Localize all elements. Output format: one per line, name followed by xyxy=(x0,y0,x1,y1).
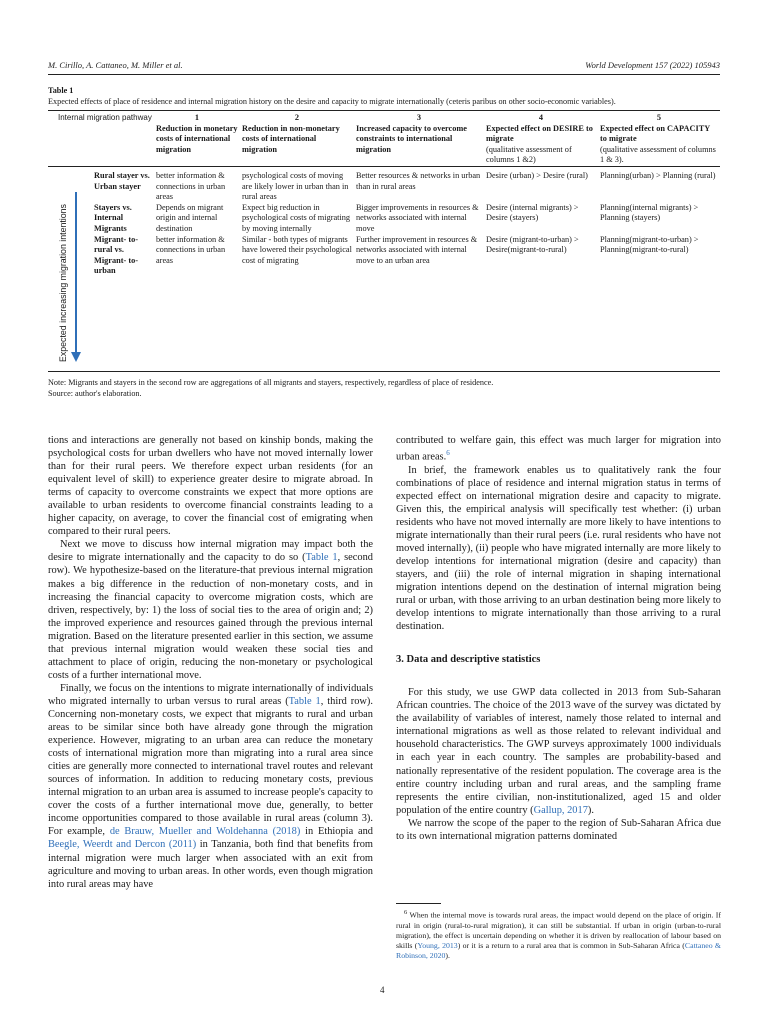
row-1-c1: better information & connections in urban areas xyxy=(156,170,226,202)
table-row xyxy=(48,235,720,277)
arrow-label: Expected increasing migration intentions xyxy=(58,204,68,362)
running-author: M. Cirillo, A. Cattaneo, M. Miller et al. xyxy=(48,60,183,70)
row-2-c3: Bigger improvements in resources & networks associated with internal move xyxy=(356,202,479,233)
table-top-rule xyxy=(48,110,720,111)
paragraph: contributed to welfare gain, this effect was much larger for migration into urban areas.$^6$ xyxy=(396,435,721,463)
paragraph: tions and interactions are generally not based on kinship bonds, making the psychological costs for urban dwellers who have not moved internally lower than for their rural peers. We therefore expect urban residents (for an equivalent level of skill) to experience greater desire to migrate abroad. In terms of capacity to overcome constraints we expect that more options are available to urban residents to overcome financial constraints leading to a higher capacity, on average, to cover the financial cost of emigrating when compared to their rural peers. xyxy=(48,435,373,538)
paragraph: Next we move to discuss how internal migration may impact both the desire to migrate internationally and the capacity to do so (Table 1, second row). We hypothesize-based on the literature-that previous internal migration makes a big difference in the reduction of non-monetary costs, and in increasing the financial capacity to overcome migration costs, which are driven, respectively, by: 1) the loss of social ties to the area of origin and; 2) the improved experience and resources gained through the previous internal migration. Based on the literature presented earlier in this section, we assume that previous internal migration would weaken these social ties and attachment to place of origin, reducing the non-monetary or psychological costs of a further international move. xyxy=(48,539,373,681)
col-number-3: 3 xyxy=(416,113,422,122)
col-header-4-note: (qualitative assessment of columns 1 &2) xyxy=(486,144,572,165)
citation-link[interactable]: Gallup, 2017 xyxy=(533,804,588,816)
row-3-c2: Similar - both types of migrants have lowered their psychological cost of migrating xyxy=(242,234,352,265)
row-3-c5: Planning(migrant-to-urban) > Planning(migrant-to-rural) xyxy=(600,234,699,255)
table-1-link[interactable]: Table 1 xyxy=(305,552,338,564)
col-header-3: Increased capacity to overcome constraints to international migration xyxy=(356,123,467,154)
footnote: $^6$ When the internal move is towards rural areas, the impact would depend on the place of origin. If rural in origin (rural-to-rural migration), it can still be substantial. If urban in origin (urban-to-rural migration), the effect is uncertain depending on whether it is driven by reallocation of labour based on skills (Young, 2013) or it is a return to a rural area that is common in Sub-Saharan Africa (Cattaneo & Robinson, 2020). xyxy=(396,909,722,961)
row-3-c1: better information & connections in urban areas xyxy=(156,234,226,265)
paragraph: We narrow the scope of the paper to the region of Sub-Saharan Africa due to its own international migration patterns dominated xyxy=(396,817,721,842)
paragraph: For this study, we use GWP data collected in 2013 from Sub-Saharan African countries. The choice of the 2013 wave of the survey was dictated by the availability of variables of interest, namely those related to internal and international migrations as well as those related to relevant individual and household characteristics. The GWP surveys approximately 1000 individuals in each year in each country. The samples are probability-based and nationally representative of the resident population. The coverage area is the entire country including urban and rural areas, and the sampling frame represents the entire civilian, non-institutionalized, aged 15 and older population of the entire country (Gallup, 2017). xyxy=(396,687,721,816)
table-number-row xyxy=(48,113,720,124)
row-1-pathway: Rural stayer vs. Urban stayer xyxy=(94,170,150,191)
col-number-4: 4 xyxy=(538,113,544,122)
table-label: Table 1 xyxy=(48,86,74,95)
running-journal: World Development 157 (2022) 105943 xyxy=(585,60,720,70)
table-caption: Expected effects of place of residence and internal migration history on the desire and capacity to migrate internationally (ceteris paribus on other socio-economic variables). xyxy=(48,97,616,106)
row-1-c4: Desire (urban) > Desire (rural) xyxy=(486,170,588,180)
pathway-header: Internal migration pathway xyxy=(58,113,152,122)
table-note: Note: Migrants and stayers in the second row are aggregations of all migrants and stayers, respectively, regardless of place of residence. xyxy=(48,378,494,387)
page-number: 4 xyxy=(380,985,385,995)
arrowhead-icon xyxy=(71,352,81,362)
row-3-c4: Desire (migrant-to-urban) > Desire(migrant-to-rural) xyxy=(486,234,579,255)
col-number-2: 2 xyxy=(294,113,300,122)
row-2-c1: Depends on migrant origin and internal destination xyxy=(156,202,224,233)
paragraph: In brief, the framework enables us to qualitatively rank the four combinations of place of residence and internal migration status in terms of expected effect on international migration desire and capacity to migrate. Given this, the empirical analysis will specifically test whether: (i) urban residents who have not moved internally are more likely to have intentions to migrate internationally than their rural peers (i.e. rural residents who have not moved internally), (ii) people who have migrated internally are more likely to develop intentions for international migration (desire and capacity) than stayers, and (iii) the role of internal migration in shaping international migration intentions depend on the destination of internal migration being rural or urban, with those arriving to an urban destination being more likely to develop intentions to migrate internationally than those arriving to a rural destination. xyxy=(396,464,721,633)
table-1-link[interactable]: Table 1 xyxy=(288,695,321,707)
col-header-4: Expected effect on DESIRE to migrate xyxy=(486,123,593,144)
table-row xyxy=(48,203,720,235)
section-heading: 3. Data and descriptive statistics xyxy=(396,654,541,666)
row-2-pathway: Stayers vs. Internal Migrants xyxy=(94,202,132,233)
row-3-pathway: Migrant- to-rural vs. Migrant- to-urban xyxy=(94,234,139,276)
citation-link[interactable]: Beegle, Weerdt and Dercon (2011) xyxy=(48,839,197,851)
down-arrow-icon xyxy=(75,192,77,352)
citation-link[interactable]: Young, 2013 xyxy=(417,941,458,951)
col-number-5: 5 xyxy=(656,113,662,122)
footnote-number: 6 xyxy=(404,909,408,916)
row-2-c4: Desire (internal migrants) > Desire (stayers) xyxy=(486,202,579,223)
row-2-c5: Planning(internal migrants) > Planning (stayers) xyxy=(600,202,699,223)
table-header-row xyxy=(48,124,720,167)
paragraph: Finally, we focus on the intentions to migrate internationally of individuals who migrated internally to urban versus to rural areas (Table 1, third row). Concerning non-monetary costs, we expect that migrants to rural and urban areas to be similar since both have already gone through the migration experience. However, migrating to an urban area can reduce the monetary costs of international migration more than migrating into a rural area since cities are generally more connected to international travel routes and relevant sources of information. In addition to reducing monetary costs, previous internal migration to an urban area is assumed to increase people's capacity to cover the costs of a further international move due, generally, to better income opportunities compared to those available in rural areas (column 3). For example, de Brauw, Mueller and Woldehanna (2018) in Ethiopia and Beegle, Weerdt and Dercon (2011) in Tanzania, both find that benefits from internal migration were much larger when associated with an exit from agriculture and moving to urban areas. In other words, even though migration into rural areas may have xyxy=(48,682,373,890)
col-header-5: Expected effect on CAPACITY to migrate xyxy=(600,123,710,144)
table-1 xyxy=(48,113,720,277)
left-column xyxy=(48,434,373,891)
citation-link[interactable]: de Brauw, Mueller and Woldehanna (2018) xyxy=(109,826,301,838)
col-header-1: Reduction in monetary costs of international migration xyxy=(156,123,238,154)
table-row xyxy=(48,166,720,202)
table-source: Source: author's elaboration. xyxy=(48,389,142,398)
header-rule xyxy=(48,74,720,75)
col-number-1: 1 xyxy=(194,113,200,122)
citation-link[interactable]: Cattaneo & Robinson, 2020 xyxy=(396,941,722,961)
col-header-2: Reduction in non-monetary costs of international migration xyxy=(242,123,340,154)
row-1-c2: psychological costs of moving are likely lower in urban than in rural areas xyxy=(242,170,349,202)
row-1-c5: Planning(urban) > Planning (rural) xyxy=(600,170,716,180)
row-3-c3: Further improvement in resources & networks associated with internal move to an urban area xyxy=(356,234,478,265)
footnote-ref-link[interactable]: 6 xyxy=(446,449,450,458)
col-header-5-note: (qualitative assessment of columns 1 & 3). xyxy=(600,144,716,165)
table-bottom-rule xyxy=(48,371,720,372)
row-2-c2: Expect big reduction in psychological costs of migrating by moving internally xyxy=(242,202,351,233)
right-column xyxy=(396,434,721,843)
footnote-rule xyxy=(396,903,441,904)
row-1-c3: Better resources & networks in urban than in rural areas xyxy=(356,170,481,191)
